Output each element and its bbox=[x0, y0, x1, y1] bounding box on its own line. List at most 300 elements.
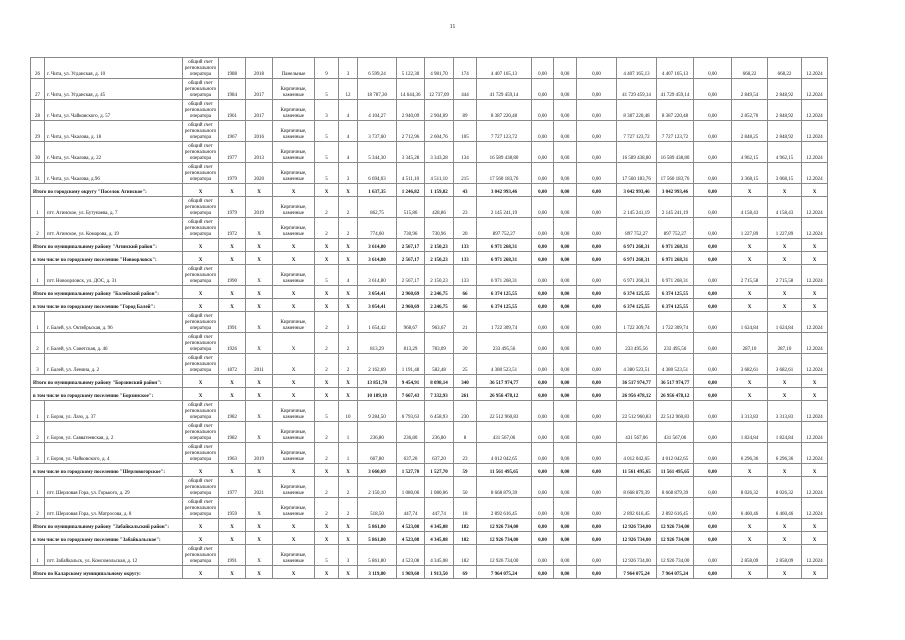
row-number-cell: 2 bbox=[31, 422, 45, 443]
residents-cell: 105 bbox=[454, 121, 477, 142]
cost-cell: 0,00 bbox=[694, 532, 732, 545]
cost-cell: 0,00 bbox=[577, 312, 617, 333]
area-cell: 862,75 bbox=[358, 197, 397, 218]
cost-cell: 6 374 125,55 bbox=[477, 299, 532, 312]
area-cell: 3 054,41 bbox=[358, 286, 397, 299]
area-cell: 2 960,69 bbox=[397, 286, 425, 299]
year-cell: X bbox=[246, 299, 273, 312]
year-cell: X bbox=[246, 239, 273, 252]
cost-cell: 6 374 125,55 bbox=[657, 299, 694, 312]
area-cell: 236,80 bbox=[358, 422, 397, 443]
unit-cost-cell: 4 158,43 bbox=[732, 197, 768, 218]
summary-row bbox=[31, 532, 828, 545]
cost-cell: 0,00 bbox=[577, 299, 617, 312]
residents-cell: 59 bbox=[454, 464, 477, 477]
deadline-cell: X bbox=[802, 388, 828, 401]
cost-cell: 0,00 bbox=[577, 532, 617, 545]
cost-cell: 0,00 bbox=[532, 163, 554, 184]
cost-cell: 6 971 268,31 bbox=[657, 265, 694, 286]
floors-cell: 2 bbox=[315, 218, 339, 239]
floors-cell: X bbox=[315, 519, 339, 532]
year-built-cell: X bbox=[219, 252, 246, 265]
funding-method-cell: X bbox=[183, 375, 219, 388]
row-number-cell: 1 bbox=[31, 545, 45, 566]
address-cell: пгт. Забайкальск, ул. Комсомольская, д. 12 bbox=[45, 545, 183, 566]
cost-cell: 3 042 993,46 bbox=[657, 184, 694, 197]
unit-cost-cell: X bbox=[732, 532, 768, 545]
cost-cell: 6 374 125,55 bbox=[617, 286, 657, 299]
unit-cost-cell: 668,22 bbox=[732, 58, 768, 79]
year-built-cell: 1991 bbox=[219, 545, 246, 566]
summary-label: в том числе по городскому поселению "Город Балей": bbox=[31, 299, 183, 312]
residents-cell: 133 bbox=[454, 252, 477, 265]
area-cell: 774,60 bbox=[358, 218, 397, 239]
year-cell: X bbox=[246, 333, 273, 354]
unit-cost-cell: X bbox=[732, 239, 768, 252]
cost-cell: 2 892 616,45 bbox=[477, 498, 532, 519]
funding-method-cell: X bbox=[183, 532, 219, 545]
wall-material-cell: X bbox=[273, 519, 315, 532]
area-cell: 4 523,08 bbox=[397, 532, 425, 545]
year-cell: 2013 bbox=[246, 142, 273, 163]
residents-cell: 43 bbox=[454, 184, 477, 197]
address-cell: г. Чита, ул. Чкалова, д. 22 bbox=[45, 142, 183, 163]
unit-cost-cell: X bbox=[768, 464, 802, 477]
residents-cell: 20 bbox=[454, 333, 477, 354]
cost-cell: 0,00 bbox=[694, 239, 732, 252]
cost-cell: 41 729 459,14 bbox=[477, 79, 532, 100]
cost-cell: 12 926 734,00 bbox=[657, 532, 694, 545]
cost-cell: 0,00 bbox=[694, 100, 732, 121]
deadline-cell: X bbox=[802, 184, 828, 197]
entrances-cell: X bbox=[339, 286, 358, 299]
funding-method-cell: общий счет регионального оператора bbox=[183, 58, 219, 79]
cost-cell: 12 926 734,00 bbox=[477, 545, 532, 566]
area-cell: 4 345,08 bbox=[425, 532, 454, 545]
entrances-cell: 3 bbox=[339, 545, 358, 566]
area-cell: 813,29 bbox=[358, 333, 397, 354]
cost-cell: 0,00 bbox=[554, 532, 577, 545]
wall-material-cell: X bbox=[273, 375, 315, 388]
cost-cell: 6 971 268,31 bbox=[617, 265, 657, 286]
year-cell: X bbox=[246, 498, 273, 519]
unit-cost-cell: 3 682,61 bbox=[732, 354, 768, 375]
residents-cell: 25 bbox=[454, 354, 477, 375]
area-cell: 5 861,80 bbox=[358, 532, 397, 545]
wall-material-cell: Кирпичные, каменные bbox=[273, 545, 315, 566]
area-cell: 2 150,23 bbox=[425, 265, 454, 286]
unit-cost-cell: 4 962,15 bbox=[732, 142, 768, 163]
entrances-cell: X bbox=[339, 239, 358, 252]
entrances-cell: 3 bbox=[339, 58, 358, 79]
funding-method-cell: общий счет регионального оператора bbox=[183, 443, 219, 464]
funding-method-cell: общий счет регионального оператора bbox=[183, 312, 219, 333]
year-cell: 2017 bbox=[246, 79, 273, 100]
unit-cost-cell: X bbox=[732, 299, 768, 312]
year-cell: X bbox=[246, 422, 273, 443]
unit-cost-cell: X bbox=[732, 519, 768, 532]
year-built-cell: X bbox=[219, 286, 246, 299]
table-row bbox=[31, 545, 828, 566]
cost-cell: 0,00 bbox=[554, 121, 577, 142]
summary-row bbox=[31, 519, 828, 532]
area-cell: 2 567,17 bbox=[397, 239, 425, 252]
cost-cell: 233 495,56 bbox=[477, 333, 532, 354]
address-cell: г. Чита, ул. Чкалова, д.96 bbox=[45, 163, 183, 184]
area-cell: 1 159,82 bbox=[425, 184, 454, 197]
area-cell: 9 284,50 bbox=[358, 401, 397, 422]
unit-cost-cell: 1 624,84 bbox=[768, 312, 802, 333]
address-cell: г. Борзя, ул. Чайковского, д. 4 bbox=[45, 443, 183, 464]
area-cell: 1 080,06 bbox=[425, 477, 454, 498]
area-cell: 2 960,69 bbox=[397, 299, 425, 312]
unit-cost-cell: 6 296,36 bbox=[768, 443, 802, 464]
table-body bbox=[31, 58, 828, 579]
cost-cell: 0,00 bbox=[554, 566, 577, 579]
table-row bbox=[31, 142, 828, 163]
cost-cell: 12 926 734,00 bbox=[617, 519, 657, 532]
cost-cell: 0,00 bbox=[694, 79, 732, 100]
wall-material-cell: X bbox=[273, 532, 315, 545]
cost-cell: 4 380 523,51 bbox=[617, 354, 657, 375]
area-cell: 637,20 bbox=[397, 443, 425, 464]
row-number-cell: 3 bbox=[31, 354, 45, 375]
table-row bbox=[31, 100, 828, 121]
unit-cost-cell: X bbox=[768, 388, 802, 401]
cost-cell: 0,00 bbox=[554, 477, 577, 498]
cost-cell: 0,00 bbox=[532, 312, 554, 333]
address-cell: г. Борзя, ул. Савватеевская, д. 2 bbox=[45, 422, 183, 443]
deadline-cell: 12.2024 bbox=[802, 197, 828, 218]
area-cell: 2 150,23 bbox=[425, 252, 454, 265]
funding-method-cell: X bbox=[183, 286, 219, 299]
area-cell: 4 981,70 bbox=[425, 58, 454, 79]
cost-cell: 0,00 bbox=[694, 333, 732, 354]
table-row bbox=[31, 312, 828, 333]
unit-cost-cell: X bbox=[768, 299, 802, 312]
area-cell: 730,96 bbox=[397, 218, 425, 239]
wall-material-cell: X bbox=[273, 566, 315, 579]
cost-cell: 7 964 075,24 bbox=[657, 566, 694, 579]
row-number-cell: 26 bbox=[31, 58, 45, 79]
cost-cell: 0,00 bbox=[577, 477, 617, 498]
table-row bbox=[31, 354, 828, 375]
year-built-cell: 1990 bbox=[219, 265, 246, 286]
residents-cell: 182 bbox=[454, 519, 477, 532]
floors-cell: 2 bbox=[315, 477, 339, 498]
residents-cell: 89 bbox=[454, 100, 477, 121]
cost-cell: 16 589 438,80 bbox=[477, 142, 532, 163]
area-cell: 2 150,10 bbox=[358, 477, 397, 498]
cost-cell: 0,00 bbox=[577, 464, 617, 477]
wall-material-cell: Кирпичные, каменные bbox=[273, 422, 315, 443]
year-cell: X bbox=[246, 312, 273, 333]
funding-method-cell: X bbox=[183, 239, 219, 252]
entrances-cell: 2 bbox=[339, 477, 358, 498]
unit-cost-cell: 287,10 bbox=[768, 333, 802, 354]
wall-material-cell: X bbox=[273, 333, 315, 354]
funding-method-cell: X bbox=[183, 464, 219, 477]
cost-cell: 4 407 165,13 bbox=[617, 58, 657, 79]
unit-cost-cell: X bbox=[768, 519, 802, 532]
cost-cell: 0,00 bbox=[577, 388, 617, 401]
cost-cell: 0,00 bbox=[577, 443, 617, 464]
residents-cell: 182 bbox=[454, 532, 477, 545]
cost-cell: 0,00 bbox=[694, 312, 732, 333]
entrances-cell: 1 bbox=[339, 422, 358, 443]
year-built-cell: 1972 bbox=[219, 218, 246, 239]
area-cell: 963,67 bbox=[425, 312, 454, 333]
cost-cell: 0,00 bbox=[532, 121, 554, 142]
summary-label: Итого по Каларскому муниципальному округу: bbox=[31, 566, 183, 579]
summary-row bbox=[31, 566, 828, 579]
table-row bbox=[31, 443, 828, 464]
cost-cell: 897 752,27 bbox=[477, 218, 532, 239]
residents-cell: 18 bbox=[454, 498, 477, 519]
cost-cell: 6 374 125,55 bbox=[657, 286, 694, 299]
cost-cell: 0,00 bbox=[532, 388, 554, 401]
cost-cell: 0,00 bbox=[532, 265, 554, 286]
cost-cell: 17 560 183,76 bbox=[617, 163, 657, 184]
cost-cell: 41 729 459,14 bbox=[617, 79, 657, 100]
residents-cell: 444 bbox=[454, 79, 477, 100]
area-cell: 3 614,80 bbox=[358, 252, 397, 265]
floors-cell: 5 bbox=[315, 79, 339, 100]
cost-cell: 897 752,27 bbox=[617, 218, 657, 239]
summary-label: в том числе по городскому поселению "Забайкальское": bbox=[31, 532, 183, 545]
cost-cell: 12 926 734,00 bbox=[477, 532, 532, 545]
cost-cell: 8 387 220,48 bbox=[657, 100, 694, 121]
floors-cell: X bbox=[315, 464, 339, 477]
area-cell: 6 458,93 bbox=[425, 401, 454, 422]
cost-cell: 0,00 bbox=[554, 197, 577, 218]
cost-cell: 2 145 241,19 bbox=[477, 197, 532, 218]
area-cell: 12 737,09 bbox=[425, 79, 454, 100]
area-cell: 6 599,24 bbox=[358, 58, 397, 79]
row-number-cell: 27 bbox=[31, 79, 45, 100]
cost-cell: 0,00 bbox=[577, 58, 617, 79]
area-cell: 515,86 bbox=[397, 197, 425, 218]
summary-label: Итого по муниципальному району "Агинский район": bbox=[31, 239, 183, 252]
entrances-cell: X bbox=[339, 388, 358, 401]
cost-cell: 0,00 bbox=[554, 239, 577, 252]
year-cell: 2016 bbox=[246, 121, 273, 142]
residents-cell: 8 bbox=[454, 422, 477, 443]
cost-cell: 12 926 734,00 bbox=[657, 519, 694, 532]
cost-cell: 233 495,56 bbox=[617, 333, 657, 354]
cost-cell: 11 561 495,65 bbox=[657, 464, 694, 477]
residents-cell: 261 bbox=[454, 388, 477, 401]
unit-cost-cell: 1 227,89 bbox=[732, 218, 768, 239]
year-built-cell: 1967 bbox=[219, 121, 246, 142]
cost-cell: 0,00 bbox=[577, 100, 617, 121]
cost-cell: 6 971 268,31 bbox=[657, 252, 694, 265]
area-cell: 968,67 bbox=[397, 312, 425, 333]
year-cell: 2021 bbox=[246, 477, 273, 498]
wall-material-cell: Кирпичные, каменные bbox=[273, 100, 315, 121]
cost-cell: 0,00 bbox=[577, 142, 617, 163]
cost-cell: 0,00 bbox=[554, 375, 577, 388]
year-cell: X bbox=[246, 519, 273, 532]
year-built-cell: 1988 bbox=[219, 58, 246, 79]
cost-cell: 0,00 bbox=[694, 286, 732, 299]
cost-cell: 0,00 bbox=[554, 388, 577, 401]
cost-cell: 6 971 268,31 bbox=[657, 239, 694, 252]
entrances-cell: X bbox=[339, 464, 358, 477]
floors-cell: 2 bbox=[315, 443, 339, 464]
cost-cell: 26 956 478,12 bbox=[657, 388, 694, 401]
cost-cell: 0,00 bbox=[532, 286, 554, 299]
year-built-cell: X bbox=[219, 566, 246, 579]
residents-cell: 340 bbox=[454, 375, 477, 388]
year-cell: X bbox=[246, 532, 273, 545]
cost-cell: 16 589 438,80 bbox=[657, 142, 694, 163]
deadline-cell: X bbox=[802, 239, 828, 252]
area-cell: 2 904,09 bbox=[425, 100, 454, 121]
deadline-cell: X bbox=[802, 286, 828, 299]
cost-cell: 0,00 bbox=[554, 299, 577, 312]
floors-cell: 2 bbox=[315, 354, 339, 375]
deadline-cell: X bbox=[802, 519, 828, 532]
unit-cost-cell: 3 313,83 bbox=[768, 401, 802, 422]
cost-cell: 7 727 123,72 bbox=[477, 121, 532, 142]
cost-cell: 7 964 075,24 bbox=[477, 566, 532, 579]
entrances-cell: X bbox=[339, 532, 358, 545]
wall-material-cell: X bbox=[273, 388, 315, 401]
wall-material-cell: Кирпичные, каменные bbox=[273, 265, 315, 286]
cost-cell: 36 517 974,77 bbox=[617, 375, 657, 388]
area-cell: 236,80 bbox=[425, 422, 454, 443]
cost-cell: 0,00 bbox=[554, 79, 577, 100]
wall-material-cell: Кирпичные, каменные bbox=[273, 498, 315, 519]
cost-cell: 0,00 bbox=[694, 184, 732, 197]
cost-cell: 0,00 bbox=[694, 265, 732, 286]
deadline-cell: 12.2024 bbox=[802, 79, 828, 100]
year-cell: 2019 bbox=[246, 443, 273, 464]
funding-method-cell: X bbox=[183, 299, 219, 312]
cost-cell: 0,00 bbox=[554, 184, 577, 197]
year-built-cell: 1961 bbox=[219, 100, 246, 121]
floors-cell: X bbox=[315, 388, 339, 401]
deadline-cell: X bbox=[802, 299, 828, 312]
cost-cell: 8 387 220,48 bbox=[477, 100, 532, 121]
floors-cell: 5 bbox=[315, 163, 339, 184]
cost-cell: 0,00 bbox=[532, 464, 554, 477]
cost-cell: 0,00 bbox=[532, 197, 554, 218]
area-cell: 3 054,41 bbox=[358, 299, 397, 312]
table-row bbox=[31, 422, 828, 443]
cost-cell: 897 752,27 bbox=[657, 218, 694, 239]
deadline-cell: 12.2024 bbox=[802, 58, 828, 79]
unit-cost-cell: 2 852,70 bbox=[732, 100, 768, 121]
deadline-cell: 12.2024 bbox=[802, 163, 828, 184]
deadline-cell: 12.2024 bbox=[802, 100, 828, 121]
entrances-cell: X bbox=[339, 375, 358, 388]
funding-method-cell: общий счет регионального оператора bbox=[183, 163, 219, 184]
area-cell: 3 737,60 bbox=[358, 121, 397, 142]
summary-label: в том числе по городскому поселению "Шерловогорское": bbox=[31, 464, 183, 477]
cost-cell: 7 727 123,72 bbox=[617, 121, 657, 142]
cost-cell: 0,00 bbox=[577, 375, 617, 388]
floors-cell: 5 bbox=[315, 265, 339, 286]
floors-cell: X bbox=[315, 299, 339, 312]
summary-row bbox=[31, 286, 828, 299]
cost-cell: 6 971 268,31 bbox=[617, 252, 657, 265]
table-row bbox=[31, 197, 828, 218]
cost-cell: 6 374 125,55 bbox=[477, 286, 532, 299]
year-built-cell: X bbox=[219, 299, 246, 312]
floors-cell: 2 bbox=[315, 498, 339, 519]
funding-method-cell: общий счет регионального оператора bbox=[183, 401, 219, 422]
deadline-cell: 12.2024 bbox=[802, 121, 828, 142]
cost-cell: 8 668 879,39 bbox=[617, 477, 657, 498]
cost-cell: 0,00 bbox=[532, 498, 554, 519]
deadline-cell: X bbox=[802, 375, 828, 388]
unit-cost-cell: 2 715,58 bbox=[768, 265, 802, 286]
cost-cell: 0,00 bbox=[554, 401, 577, 422]
table-row bbox=[31, 401, 828, 422]
entrances-cell: X bbox=[339, 252, 358, 265]
floors-cell: X bbox=[315, 252, 339, 265]
cost-cell: 12 926 734,00 bbox=[617, 532, 657, 545]
unit-cost-cell: 2 715,58 bbox=[732, 265, 768, 286]
area-cell: 1 246,82 bbox=[397, 184, 425, 197]
summary-label: Итого по муниципальному району "Забайкальский район": bbox=[31, 519, 183, 532]
summary-row bbox=[31, 375, 828, 388]
entrances-cell: 2 bbox=[339, 354, 358, 375]
table-row bbox=[31, 498, 828, 519]
cost-cell: 0,00 bbox=[532, 422, 554, 443]
cost-cell: 0,00 bbox=[532, 218, 554, 239]
floors-cell: 5 bbox=[315, 142, 339, 163]
funding-method-cell: X bbox=[183, 184, 219, 197]
table-row bbox=[31, 477, 828, 498]
summary-row bbox=[31, 464, 828, 477]
cost-cell: 0,00 bbox=[694, 252, 732, 265]
cost-cell: 0,00 bbox=[694, 422, 732, 443]
year-cell: X bbox=[246, 545, 273, 566]
cost-cell: 0,00 bbox=[694, 121, 732, 142]
cost-cell: 3 042 993,46 bbox=[477, 184, 532, 197]
summary-row bbox=[31, 299, 828, 312]
capital-repair-table bbox=[30, 57, 828, 579]
entrances-cell: 4 bbox=[339, 100, 358, 121]
area-cell: 667,80 bbox=[358, 443, 397, 464]
area-cell: 2 150,23 bbox=[425, 239, 454, 252]
funding-method-cell: общий счет регионального оператора bbox=[183, 545, 219, 566]
cost-cell: 0,00 bbox=[554, 286, 577, 299]
area-cell: 3 345,28 bbox=[397, 142, 425, 163]
row-number-cell: 28 bbox=[31, 100, 45, 121]
funding-method-cell: общий счет регионального оператора bbox=[183, 100, 219, 121]
unit-cost-cell: X bbox=[732, 566, 768, 579]
funding-method-cell: X bbox=[183, 388, 219, 401]
unit-cost-cell: 2 848,25 bbox=[732, 121, 768, 142]
funding-method-cell: общий счет регионального оператора bbox=[183, 265, 219, 286]
cost-cell: 8 387 220,48 bbox=[617, 100, 657, 121]
entrances-cell: X bbox=[339, 519, 358, 532]
area-cell: 1 527,70 bbox=[397, 464, 425, 477]
table-row bbox=[31, 121, 828, 142]
deadline-cell: 12.2024 bbox=[802, 354, 828, 375]
row-number-cell: 2 bbox=[31, 218, 45, 239]
row-number-cell: 3 bbox=[31, 443, 45, 464]
unit-cost-cell: 2 848,92 bbox=[768, 121, 802, 142]
table-row bbox=[31, 218, 828, 239]
year-built-cell: X bbox=[219, 532, 246, 545]
unit-cost-cell: 2 848,92 bbox=[768, 100, 802, 121]
area-cell: 783,09 bbox=[425, 333, 454, 354]
